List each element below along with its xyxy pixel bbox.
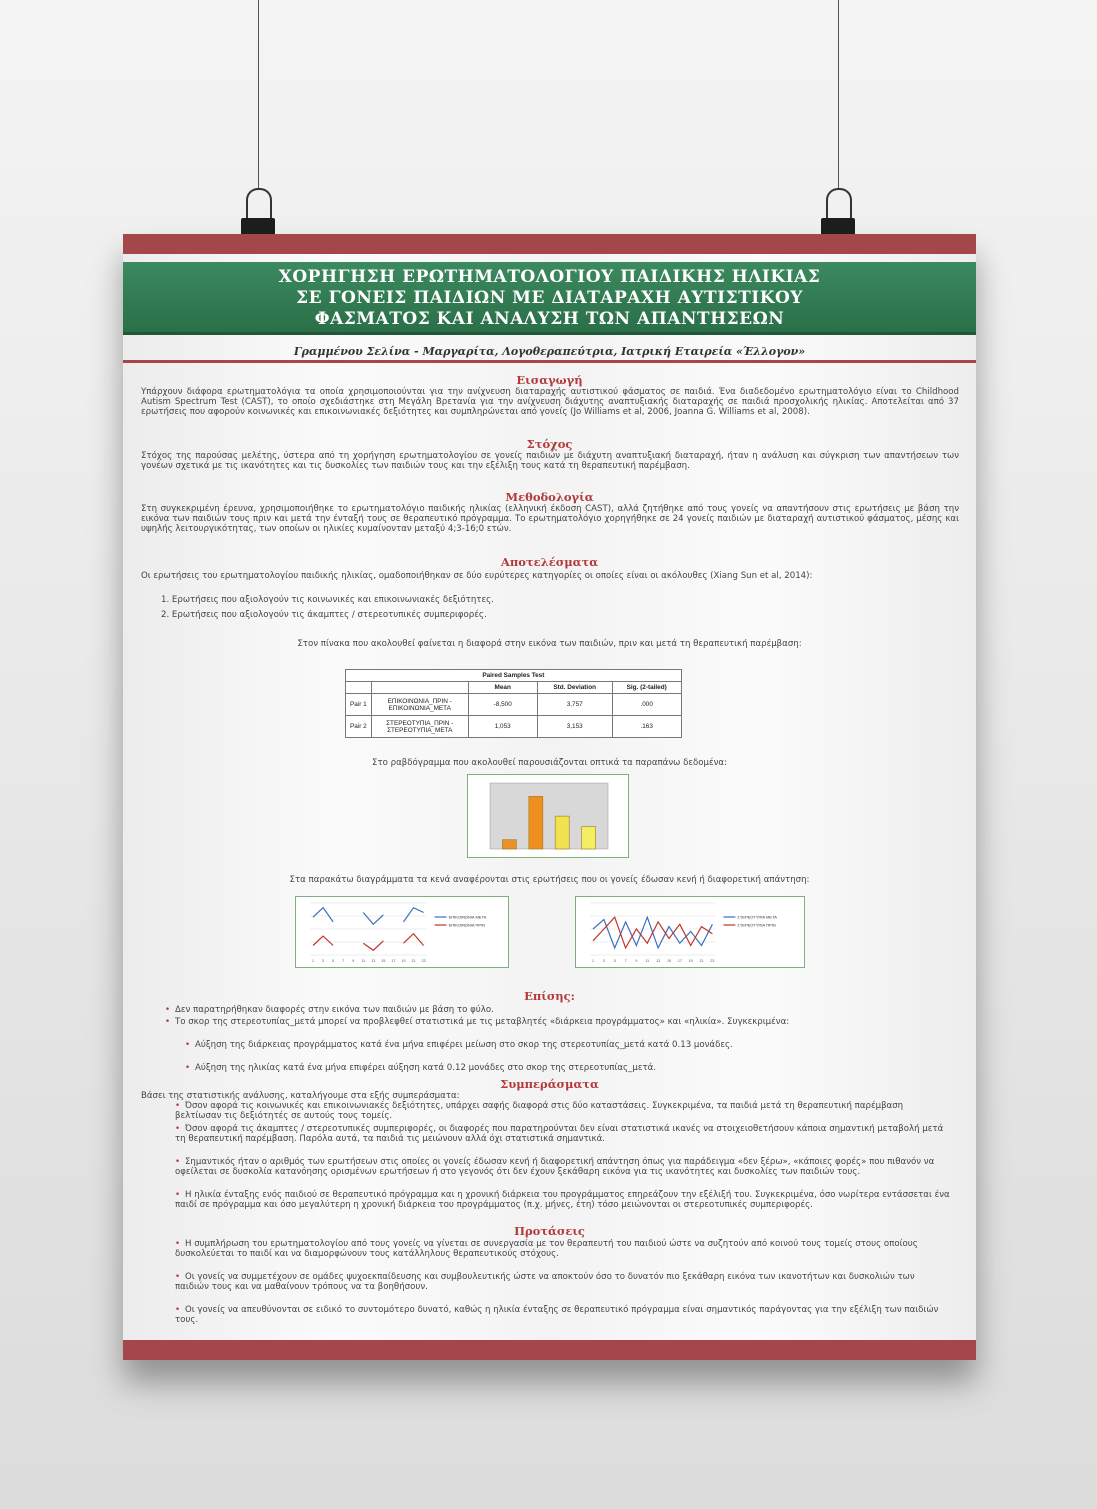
table-title: Paired Samples Test	[346, 670, 682, 682]
bullet-icon: •	[175, 1101, 181, 1111]
x-tick-label: 15	[666, 959, 671, 963]
proposals-heading: Προτάσεις	[514, 1224, 585, 1238]
also-subitem-text: Αύξηση της διάρκειας προγράμματος κατά ένα μήνα επιφέρει μείωση στο σκορ της στερεοτυπίας_μετά κατά 0.13 μονάδες.	[195, 1040, 733, 1050]
bullet-icon: •	[175, 1124, 181, 1134]
bullet-icon: •	[175, 1272, 181, 1282]
table-header: Mean	[468, 682, 537, 694]
binder-clip-left-icon	[241, 188, 275, 238]
line-intro: Στα παρακάτω διαγράμματα τα κενά αναφέρονται στις ερωτήσεις που οι γονείς έδωσαν κενή ή διαφορετική απάντηση:	[289, 875, 810, 885]
aim-text: Στόχος της παρούσας μελέτης, ύστερα από τη χορήγηση ερωτηματολογίου σε γονείς παιδιών με διάχυτη αναπτυξιακή διαταραχή, ήταν η ανάλυση και σύγκριση των απαντήσεων των γονέων σχετικά με τις ικανότητες και τις δυσκολίες των παιδιών τους και την εξέλιξη τους κατά τη θεραπευτική παρέμβαση.	[141, 451, 959, 471]
author-line: Γραμμένου Σελίνα - Μαργαρίτα, Λογοθεραπεύτρια, Ιατρική Εταιρεία «Έλλογον»	[293, 345, 806, 358]
table-header: Std. Deviation	[537, 682, 612, 694]
also-item	[165, 1005, 950, 1015]
table-row	[346, 716, 682, 738]
table-header	[371, 682, 468, 694]
line-chart-communication-svg	[296, 897, 508, 967]
title-line: ΣΕ ΓΟΝΕΙΣ ΠΑΙΔΙΩΝ ΜΕ ΔΙΑΤΑΡΑΧΗ ΑΥΤΙΣΤΙΚΟΥ	[296, 288, 803, 308]
proposal-item	[175, 1272, 950, 1292]
x-tick-label: 19	[688, 959, 693, 963]
also-heading: Επίσης:	[524, 989, 575, 1003]
bullet-icon: •	[175, 1305, 181, 1315]
table-row	[346, 694, 682, 716]
results-text: Οι ερωτήσεις του ερωτηματολογίου παιδικής ηλικίας, ομαδοποιήθηκαν σε δύο ευρύτερες κατηγορίες οι οποίες είναι οι ακόλουθες (Xiang Sun et al, 2014):	[141, 571, 813, 581]
x-tick-label: 3	[602, 959, 605, 963]
bullet-icon: •	[165, 1005, 171, 1015]
proposal-item-text: Η συμπλήρωση του ερωτηματολογίου από τους γονείς να γίνεται σε συνεργασία με τον θεραπευτή του παιδιού ώστε να συζητούν από κοινού τους τομείς στους οποίους δυσκολεύεται το παιδί και να διαμορφώνουν τους κατάλληλους θεραπευτικούς στόχους.	[175, 1239, 918, 1259]
table-cell: Pair 1	[346, 694, 372, 716]
bullet-icon: •	[165, 1017, 171, 1027]
conclusion-item	[175, 1157, 950, 1177]
x-tick-label: 11	[361, 959, 366, 963]
also-subitem	[185, 1040, 950, 1050]
x-tick-label: 1	[592, 959, 594, 963]
legend-label: ΕΠΙΚΟΙΝΩΝΙΑ ΜΕΤΑ	[448, 914, 487, 920]
also-item	[165, 1017, 950, 1027]
intro-text: Υπάρχουν διάφορα ερωτηματολόγια τα οποία χρησιμοποιούνται για την ανίχνευση διαταραχής αυτιστικού φάσματος σε παιδιά. Ένα διαδεδομένο ερωτηματολόγιο είναι το Childhood Autism Spectrum Test (CAST), το οποίο σχεδιάστηκε στη Μεγάλη Βρετανία για την ανίχνευση διάχυτης αναπτυξιακής διαταραχής σε παιδιά προσχολικής ηλικίας. Αποτελείται από 37 ερωτήσεις που αφορούν κοινωνικές και επικοινωνιακές δεξιότητες και συμπληρώνεται από γονείς (Jo Williams et al, 2006, Joanna G. Williams et al, 2008).	[141, 387, 959, 417]
conclusion-item-text: Όσον αφορά τις άκαμπτες / στερεοτυπικές συμπεριφορές, οι διαφορές που παρατηρούνται δεν είναι στατιστικά ικανές να στοιχειοθετήσουν κάποια σημαντική μεταβολή μετά τη θεραπευτική παρέμβαση. Παρόλα αυτά, τα παιδιά τις μειώνουν αλλά όχι στατιστικά σημαντικά.	[175, 1124, 944, 1144]
results-item: 1. Ερωτήσεις που αξιολογούν τις κοινωνικές και επικοινωνιακές δεξιότητες.	[161, 595, 494, 605]
bar	[555, 816, 569, 849]
x-tick-label: 5	[613, 959, 616, 963]
x-tick-label: 23	[421, 959, 426, 963]
table-cell: 3,757	[537, 694, 612, 716]
x-tick-label: 19	[401, 959, 406, 963]
x-tick-label: 13	[656, 959, 661, 963]
x-tick-label: 23	[710, 959, 715, 963]
bar	[529, 796, 543, 849]
line-chart-stereotypy	[575, 896, 805, 968]
table-cell: ΣΤΕΡΕΟΤΥΠΙΑ_ΠΡΙΝ - ΣΤΕΡΕΟΤΥΠΙΑ_ΜΕΤΑ	[371, 716, 468, 738]
title-line: ΦΑΣΜΑΤΟΣ ΚΑΙ ΑΝΑΛΥΣΗ ΤΩΝ ΑΠΑΝΤΗΣΕΩΝ	[314, 309, 785, 329]
hanging-string-right	[838, 0, 839, 190]
bar	[582, 827, 596, 849]
table-header	[346, 682, 372, 694]
table-cell: .000	[612, 694, 681, 716]
title-line: ΧΟΡΗΓΗΣΗ ΕΡΩΤΗΜΑΤΟΛΟΓΙΟΥ ΠΑΙΔΙΚΗΣ ΗΛΙΚΙΑΣ	[278, 267, 821, 287]
x-tick-label: 7	[342, 959, 345, 963]
bullet-icon: •	[185, 1040, 191, 1050]
x-tick-label: 11	[645, 959, 650, 963]
results-heading: Αποτελέσματα	[500, 555, 599, 569]
x-tick-label: 3	[322, 959, 325, 963]
table-cell: .163	[612, 716, 681, 738]
conclusions-intro: Βάσει της στατιστικής ανάλυσης, καταλήγουμε στα εξής συμπεράσματα:	[141, 1091, 460, 1101]
conclusion-item	[175, 1101, 950, 1121]
bar-chart-svg	[468, 775, 628, 857]
bottom-red-bar	[123, 1340, 976, 1360]
bar	[502, 840, 516, 849]
x-tick-label: 17	[391, 959, 396, 963]
top-red-bar	[123, 234, 976, 254]
x-tick-label: 21	[411, 959, 416, 963]
proposal-item	[175, 1305, 950, 1325]
proposal-item	[175, 1239, 950, 1259]
x-tick-label: 21	[699, 959, 704, 963]
author-divider	[123, 360, 976, 363]
x-tick-label: 15	[381, 959, 386, 963]
conclusion-item-text: Η ηλικία ένταξης ενός παιδιού σε θεραπευτικό πρόγραμμα και η χρονική διάρκεια του προγράμματος επηρεάζουν την εξέλιξή του. Συγκεκριμένα, όσο νωρίτερα εντάσσεται ένα παιδί σε πρόγραμμα και όσο μεγαλύτερη η χρονική διάρκεια του προγράμματος (π.χ. μήνες, έτη) τόσο μειώνονται οι στερεοτυπικές συμπεριφορές.	[175, 1190, 950, 1210]
x-tick-label: 13	[371, 959, 376, 963]
table-cell: ΕΠΙΚΟΙΝΩΝΙΑ_ΠΡΙΝ - ΕΠΙΚΟΙΝΩΝΙΑ_ΜΕΤΑ	[371, 694, 468, 716]
bullet-icon: •	[175, 1190, 181, 1200]
aim-heading: Στόχος	[526, 437, 573, 451]
table-cell: -8,500	[468, 694, 537, 716]
bar-chart	[467, 774, 629, 858]
x-tick-label: 17	[677, 959, 682, 963]
table-header: Sig. (2-tailed)	[612, 682, 681, 694]
intro-heading: Εισαγωγή	[516, 373, 583, 387]
paired-samples-table	[345, 669, 682, 738]
x-tick-label: 5	[332, 959, 335, 963]
legend-label: ΣΤΕΡΕΟΤΥΠΙΑ ΜΕΤΑ	[737, 914, 777, 920]
method-heading: Μεθοδολογία	[505, 490, 594, 504]
bar-intro: Στο ραβδόγραμμα που ακολουθεί παρουσιάζονται οπτικά τα παραπάνω δεδομένα:	[372, 758, 727, 768]
series-line	[593, 917, 712, 948]
proposal-item-text: Οι γονείς να απευθύνονται σε ειδικό το συντομότερο δυνατό, καθώς η ηλικία ένταξης σε θεραπευτικό πρόγραμμα είναι σημαντικός παράγοντας για την εξέλιξη των παιδιών τους.	[175, 1305, 939, 1325]
hanging-string-left	[258, 0, 259, 190]
table-cell: Pair 2	[346, 716, 372, 738]
x-tick-label: 9	[635, 959, 638, 963]
table-cell: 3,153	[537, 716, 612, 738]
x-tick-label: 9	[352, 959, 355, 963]
bullet-icon: •	[185, 1063, 191, 1073]
conclusion-item-text: Σημαντικός ήταν ο αριθμός των ερωτήσεων στις οποίες οι γονείς έδωσαν κενή ή διαφορετική απάντηση όπως για παράδειγμα «δεν ξέρω», «κάποιες φορές» που πιθανόν να οφείλεται σε δυσκολία κατανόησης ορισμένων ερωτήσεων ή στο γεγονός ότι δεν έχουν ξεκάθαρη εικόνα για τις ικανότητες και δυσκολίες των παιδιών τους.	[175, 1157, 935, 1177]
also-item-text: Δεν παρατηρήθηκαν διαφορές στην εικόνα των παιδιών με βάση το φύλο.	[175, 1005, 494, 1015]
also-subitem	[185, 1063, 950, 1073]
results-item: 2. Ερωτήσεις που αξιολογούν τις άκαμπτες / στερεοτυπικές συμπεριφορές.	[161, 610, 487, 620]
poster	[123, 234, 976, 1360]
method-text: Στη συγκεκριμένη έρευνα, χρησιμοποιήθηκε το ερωτηματολόγιο παιδικής ηλικίας (ελληνική έκδοση CAST), αλλά ζητήθηκε από τους γονείς να απαντήσουν στις ερωτήσεις με βάση την εικόνα των παιδιών τους πριν και μετά την ένταξή τους σε θεραπευτικό πρόγραμμα. Το ερωτηματολόγιο χορηγήθηκε σε 24 γονείς παιδιών με διαταραχή αυτιστικού φάσματος, μέσης και υψηλής λειτουργικότητας, των οποίων οι ηλικίες κυμαίνονταν μεταξύ 4;3-16;0 ετών.	[141, 504, 959, 534]
conclusion-item	[175, 1124, 950, 1144]
line-chart-communication	[295, 896, 509, 968]
legend-label: ΕΠΙΚΟΙΝΩΝΙΑ ΠΡΙΝ	[448, 922, 486, 928]
proposal-item-text: Οι γονείς να συμμετέχουν σε ομάδες ψυχοεκπαίδευσης και συμβουλευτικής ώστε να αποκτούν όσο το δυνατόν πιο ξεκάθαρη εικόνα των ικανοτήτων και δυσκολιών των παιδιών τους και να μαθαίνουν τρόπους να τα βοηθήσουν.	[175, 1272, 915, 1292]
conclusion-item-text: Όσον αφορά τις κοινωνικές και επικοινωνιακές δεξιότητες, υπάρχει σαφής διαφορά στις δύο καταστάσεις. Συγκεκριμένα, τα παιδιά μετά τη θεραπευτική παρέμβαση βελτίωσαν τις δεξιότητές σε αυτούς τους τομείς.	[175, 1101, 904, 1121]
table-cell: 1,053	[468, 716, 537, 738]
x-tick-label: 1	[312, 959, 314, 963]
x-tick-label: 7	[624, 959, 627, 963]
also-subitem-text: Αύξηση της ηλικίας κατά ένα μήνα επιφέρει αύξηση κατά 0.12 μονάδες στο σκορ της στερεοτυπίας_μετά.	[195, 1063, 657, 1073]
conclusion-item	[175, 1190, 950, 1210]
bullet-icon: •	[175, 1157, 181, 1167]
poster-title	[123, 267, 976, 330]
conclusions-heading: Συμπεράσματα	[500, 1077, 599, 1091]
also-item-text: Το σκορ της στερεοτυπίας_μετά μπορεί να προβλεφθεί στατιστικά με τις μεταβλητές «διάρκεια προγράμματος» και «ηλικία». Συγκεκριμένα:	[175, 1017, 790, 1027]
binder-clip-right-icon	[821, 188, 855, 238]
table-intro: Στον πίνακα που ακολουθεί φαίνεται η διαφορά στην εικόνα των παιδιών, πριν και μετά τη θεραπευτική παρέμβαση:	[297, 639, 802, 649]
bullet-icon: •	[175, 1239, 181, 1249]
legend-label: ΣΤΕΡΕΟΤΥΠΙΑ ΠΡΙΝ	[737, 922, 776, 928]
line-chart-stereotypy-svg	[576, 897, 804, 967]
